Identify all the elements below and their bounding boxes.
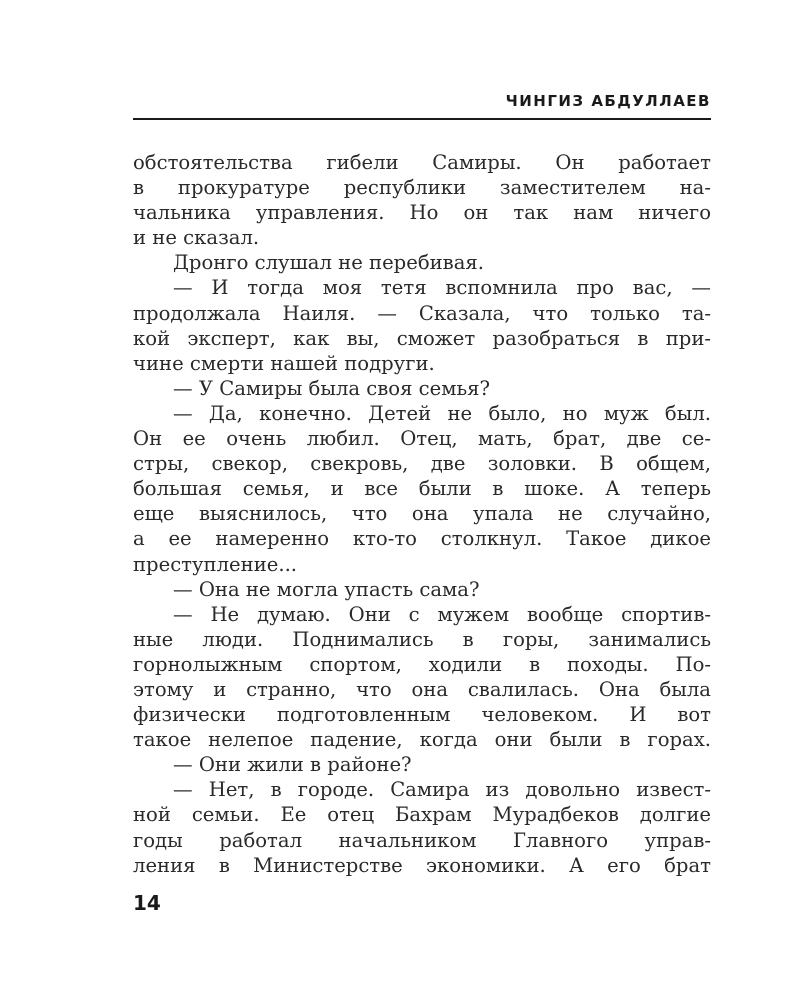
text-line: Дронго слушал не перебивая. xyxy=(173,251,484,275)
text-line: обстоятельства гибели Самиры. Он работает xyxy=(133,151,711,174)
text-line: продолжала Наиля. — Сказала, что только та- xyxy=(133,301,711,325)
text-line: — Она не могла упасть сама? xyxy=(173,577,480,601)
text-line: чине смерти нашей подруги. xyxy=(133,351,435,375)
text-line: еще выяснилось, что она упала не случайно, xyxy=(133,502,711,526)
text-line: чальника управления. Но он так нам ничего xyxy=(133,201,711,225)
text-line: в прокуратуре республики заместителем на- xyxy=(133,176,711,200)
text-line: — Не думаю. Они с мужем вообще спортив- xyxy=(173,602,711,626)
page-body-text xyxy=(133,150,711,878)
text-line: — Нет, в городе. Самира из довольно извест- xyxy=(173,778,711,802)
text-line: такое нелепое падение, когда они были в горах. xyxy=(133,728,711,752)
text-line: — И тогда моя тетя вспомнила про вас, — xyxy=(173,276,711,300)
text-line: и не сказал. xyxy=(133,226,260,250)
text-line: большая семья, и все были в шоке. А теперь xyxy=(133,477,711,501)
text-line: ления в Министерстве экономики. А его брат xyxy=(133,853,711,877)
text-line: Он ее очень любил. Отец, мать, брат, две се- xyxy=(133,427,711,451)
text-line: ной семьи. Ее отец Бахрам Мурадбеков долгие xyxy=(133,803,711,827)
text-line: стры, свекор, свекровь, две золовки. В общем, xyxy=(133,452,711,476)
text-line: годы работал начальником Главного управ- xyxy=(133,828,711,852)
text-line: — Они жили в районе? xyxy=(173,753,412,777)
text-line: физически подготовленным человеком. И вот xyxy=(133,703,711,727)
header-rule xyxy=(133,118,711,120)
text-line: этому и странно, что она свалилась. Она была xyxy=(133,677,711,701)
text-line: — У Самиры была своя семья? xyxy=(173,376,491,400)
text-line: преступление... xyxy=(133,552,298,576)
text-line: горнолыжным спортом, ходили в походы. По- xyxy=(133,652,711,676)
text-line: — Да, конечно. Детей не было, но муж был. xyxy=(173,401,711,425)
text-line: а ее намеренно кто-то столкнул. Такое дикое xyxy=(133,527,711,551)
text-line: кой эксперт, как вы, сможет разобраться в при- xyxy=(133,326,711,350)
text-line: ные люди. Поднимались в горы, занимались xyxy=(133,627,711,651)
page-number: 14 xyxy=(133,891,161,915)
running-header-author: ЧИНГИЗ АБДУЛЛАЕВ xyxy=(505,92,711,110)
